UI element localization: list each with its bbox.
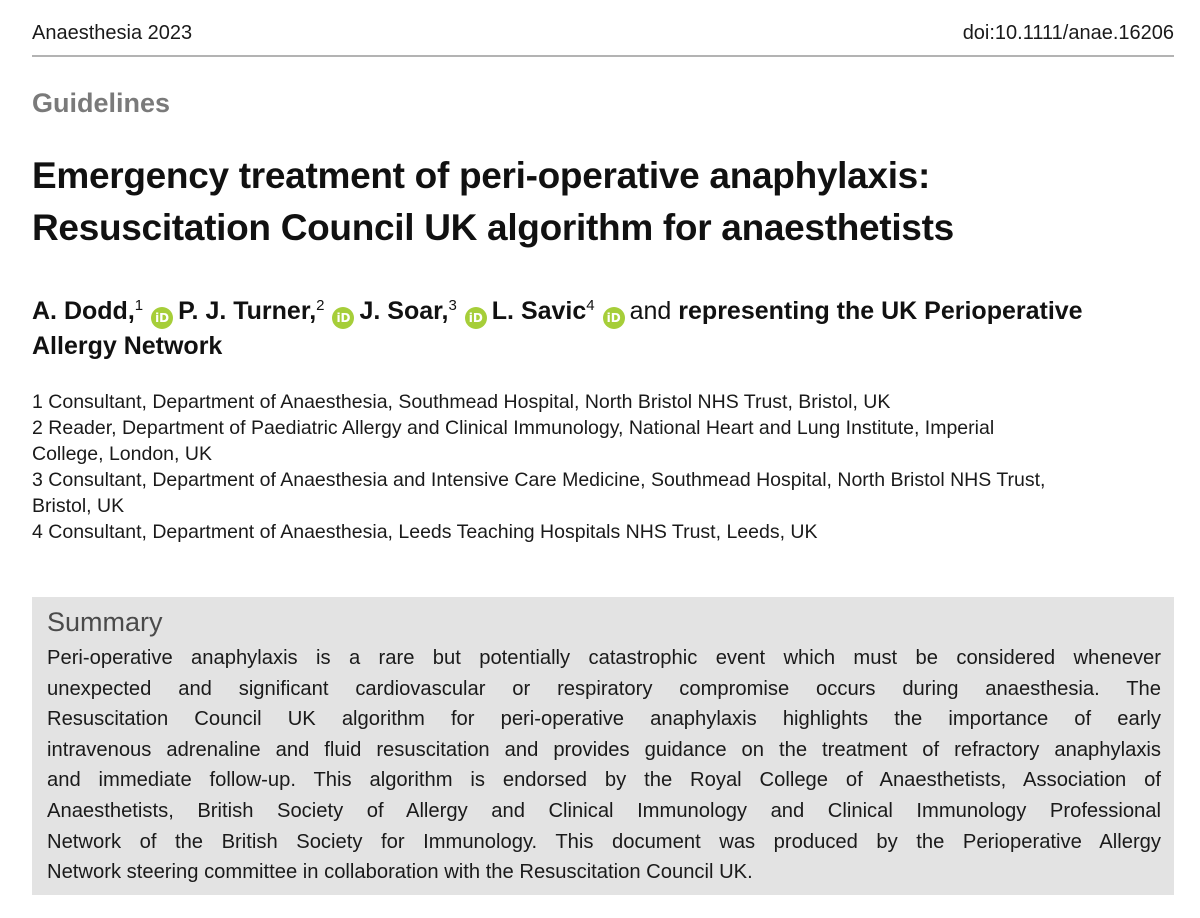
section-label: Guidelines (32, 88, 171, 118)
affiliation-line: Bristol, UK (32, 495, 125, 517)
article-title (32, 150, 1174, 254)
affiliation-line: 1 Consultant, Department of Anaesthesia, Southmead Hospital, North Bristol NHS Trust, Bristol, UK (32, 391, 891, 413)
orcid-icon[interactable]: iD (151, 307, 173, 329)
summary-line: Anaesthetists, British Society of Allergy and Clinical Immunology and Clinical Immunology Professional (47, 799, 1161, 822)
author-connector: and (629, 297, 672, 325)
running-head (32, 22, 1174, 52)
title-line: Emergency treatment of peri-operative anaphylaxis: (32, 155, 930, 196)
summary-line: unexpected and significant cardiovascular or respiratory compromise occurs during anaesthesia. The (47, 677, 1161, 700)
orcid-icon[interactable]: iD (332, 307, 354, 329)
affiliation-line: 2 Reader, Department of Paediatric Allergy and Clinical Immunology, National Heart and Lung Institute, Imperial (32, 417, 995, 439)
affiliation-marker: 3 (448, 297, 457, 314)
author-name: L. Savic (491, 297, 587, 325)
summary-heading: Summary (47, 607, 163, 637)
affiliation-line: College, London, UK (32, 443, 212, 465)
summary-line: Network of the British Society for Immunology. This document was produced by the Perioperative Allergy (47, 830, 1161, 853)
affiliation-line: 3 Consultant, Department of Anaesthesia and Intensive Care Medicine, Southmead Hospital, North Bristol NHS Trust, (32, 469, 1046, 491)
summary-line: Resuscitation Council UK algorithm for peri-operative anaphylaxis highlights the importance of early (47, 708, 1161, 731)
summary-text (47, 643, 1161, 888)
affiliation-marker: 2 (316, 297, 325, 314)
affiliation-marker: 1 (134, 297, 144, 314)
article-page (32, 0, 1174, 918)
header-divider (32, 55, 1174, 57)
author-name: J. Soar, (359, 297, 449, 325)
author-group-continued: Allergy Network (32, 332, 223, 360)
author-line (32, 294, 1174, 329)
orcid-icon[interactable]: iD (465, 307, 487, 329)
title-line: Resuscitation Council UK algorithm for anaesthetists (32, 207, 954, 248)
affiliation-marker: 4 (586, 297, 595, 314)
author-name: A. Dodd, (32, 297, 135, 325)
orcid-icon[interactable]: iD (603, 307, 625, 329)
author-group: representing the UK Perioperative (678, 297, 1083, 325)
doi-link[interactable]: doi:10.1111/anae.16206 (962, 22, 1174, 44)
summary-line: Network steering committee in collaboration with the Resuscitation Council UK. (47, 861, 753, 884)
journal-name: Anaesthesia 2023 (32, 22, 193, 44)
summary-line: Peri-operative anaphylaxis is a rare but potentially catastrophic event which must be considered whenever (47, 647, 1161, 669)
summary-box (32, 597, 1174, 895)
summary-line: intravenous adrenaline and fluid resuscitation and provides guidance on the treatment of refractory anaphylaxis (47, 738, 1161, 761)
summary-line: and immediate follow-up. This algorithm is endorsed by the Royal College of Anaesthetists, Association of (47, 769, 1161, 792)
affiliation-list (32, 389, 1174, 545)
author-name: P. J. Turner, (178, 297, 317, 325)
author-list (32, 294, 1174, 363)
affiliation-line: 4 Consultant, Department of Anaesthesia, Leeds Teaching Hospitals NHS Trust, Leeds, UK (32, 521, 818, 543)
